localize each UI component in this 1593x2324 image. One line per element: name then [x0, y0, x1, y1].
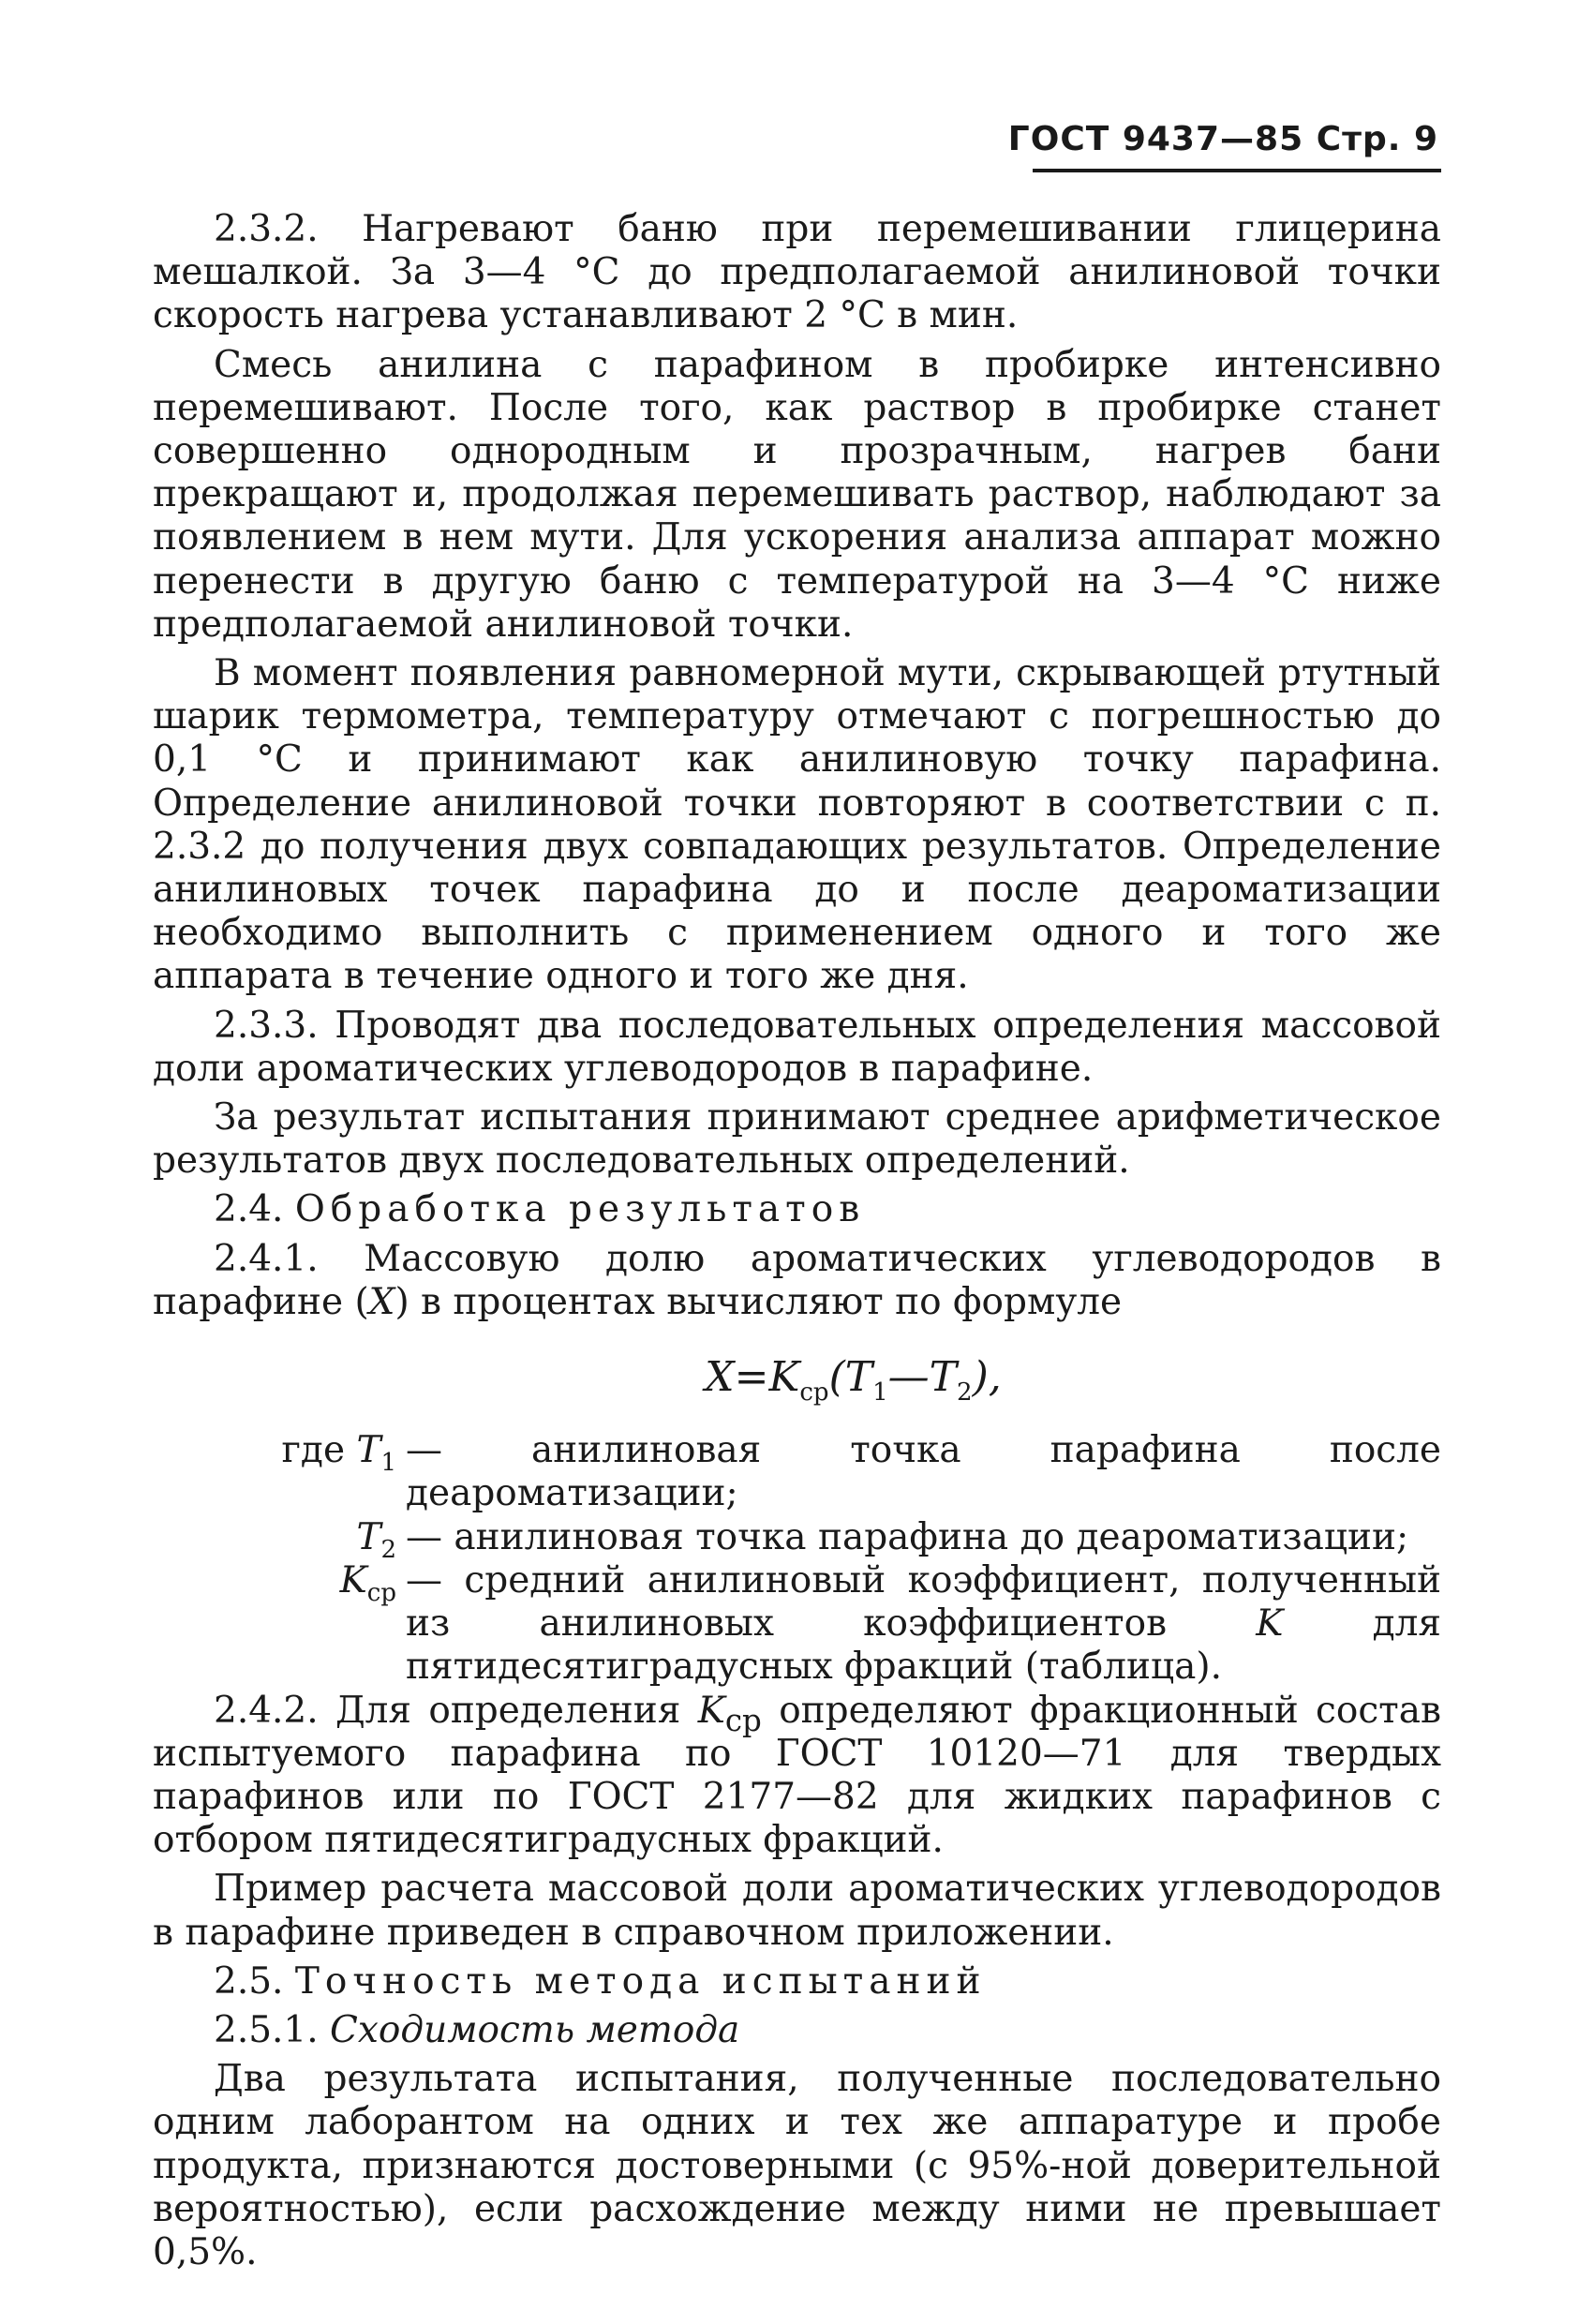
- variable-x: X: [368, 1280, 395, 1323]
- paragraph-2-3-2: 2.3.2. Нагревают баню при перемешивании глицерина мешалкой. За 3—4 °С до предполагаемой анилиновой точки скорость нагрева устанавливают 2 °С в мин.: [153, 208, 1441, 337]
- formula-t1-sub: 1: [872, 1378, 888, 1407]
- def-t1-text: — анилиновая точка парафина после деароматизации;: [406, 1429, 1441, 1515]
- paragraph-2-4-1: [153, 1238, 1441, 1324]
- def-t2-text: — анилиновая точка парафина до деароматизации;: [406, 1515, 1409, 1558]
- def-k-text-a: — средний анилиновый коэффициент, полученный из анилиновых коэффициентов: [406, 1558, 1441, 1646]
- section-heading-2-5: [153, 1960, 1441, 2004]
- paragraph-2-3-3: 2.3.3. Проводят два последовательных определения массовой доли ароматических углеводородов в парафине.: [153, 1004, 1441, 1090]
- header-rule: [1033, 169, 1441, 172]
- paragraph-2-4-2-sub: ср: [724, 1702, 762, 1738]
- formula-open: (: [828, 1353, 845, 1402]
- def-k-sub: ср: [366, 1578, 396, 1607]
- def-k-symbol: K: [339, 1558, 367, 1601]
- header-page-label: Стр. 9: [1316, 120, 1438, 158]
- formula-close: ),: [972, 1353, 1002, 1402]
- header-doc-id: ГОСТ 9437—85: [1007, 120, 1304, 158]
- section-2-4-title: Обработка результатов: [294, 1188, 866, 1231]
- body-text: [153, 208, 1441, 2280]
- section-2-5-number: 2.5.: [214, 1959, 284, 2003]
- paragraph-mixing: Смесь анилина с парафином в пробирке интенсивно перемешивают. После того, как раствор в пробирке станет совершенно однородным и прозрачным, нагрев бани прекращают и, продолжая перемешивать раствор, наблюдают за появлением в нем мути. Для ускорения анализа аппарат можно перенести в другую баню с температурой на 3—4 °С ниже предполагаемой анилиновой точки.: [153, 343, 1441, 646]
- paragraph-convergence: Два результата испытания, полученные последовательно одним лаборантом на одних и тех же аппаратуре и пробе продукта, признаются достоверными (с 95%-ной доверительной вероятностью), если расхождение между ними не превышает 0,5%.: [153, 2058, 1441, 2273]
- formula: [153, 1353, 1441, 1407]
- formula-k: K: [768, 1353, 800, 1402]
- def-k-text-b: для пятидесятиградусных фракций (таблица).: [406, 1602, 1441, 1689]
- formula-t2: T: [929, 1353, 958, 1402]
- paragraph-2-4-1-text: 2.4.1. Массовую долю ароматических углеводородов в парафине (: [153, 1237, 1441, 1323]
- paragraph-turbidity: В момент появления равномерной мути, скрывающей ртутный шарик термометра, температуру отмечают с погрешностью до 0,1 °С и принимают как анилиновую точку парафина. Определение анилиновой точки повторяют в соответствии с п. 2.3.2 до получения двух совпадающих результатов. Определение анилиновых точек парафина до и после деароматизации необходимо выполнить с применением одного и того же аппарата в течение одного и того же дня.: [153, 652, 1441, 998]
- def-k-text: [396, 1559, 1441, 1690]
- paragraph-2-4-2-symbol: K: [697, 1689, 725, 1732]
- subsection-2-5-1-title: Сходимость метода: [330, 2008, 740, 2051]
- paragraph-result: За результат испытания принимают среднее арифметическое результатов двух последовательных определений.: [153, 1096, 1441, 1183]
- paragraph-2-4-2-a: 2.4.2. Для определения: [214, 1689, 681, 1732]
- def-t1-sub: 1: [380, 1449, 396, 1478]
- formula-lhs: X: [705, 1353, 735, 1402]
- where-word: где: [281, 1429, 346, 1472]
- section-2-5-title: Точность метода испытаний: [294, 1959, 987, 2003]
- formula-eq: =: [734, 1353, 769, 1402]
- def-t2-sub: 2: [380, 1535, 396, 1564]
- section-2-4-number: 2.4.: [214, 1188, 284, 1231]
- definition-t2: [153, 1515, 1441, 1564]
- def-t1-symbol: T: [356, 1429, 381, 1472]
- definition-t1: [153, 1429, 1441, 1515]
- paragraph-2-4-2-b: определяют фракционный состав испытуемого парафина по ГОСТ 10120—71 для твердых парафинов или по ГОСТ 2177—82 для жидких парафинов с отбором пятидесятиградусных фракций.: [153, 1689, 1441, 1862]
- subsection-2-5-1-number: 2.5.1.: [214, 2008, 319, 2051]
- formula-dash: —: [887, 1353, 930, 1402]
- section-heading-2-4: [153, 1188, 1441, 1231]
- paragraph-2-4-2: [153, 1690, 1441, 1863]
- subsection-heading-2-5-1: [153, 2009, 1441, 2052]
- page-header: [1008, 120, 1438, 158]
- definition-kcp: [153, 1559, 1441, 1690]
- def-k-inline-symbol: K: [1256, 1602, 1284, 1646]
- formula-t2-sub: 2: [957, 1378, 973, 1407]
- formula-k-sub: ср: [799, 1378, 829, 1407]
- paragraph-2-4-1-end: ) в процентах вычисляют по формуле: [395, 1280, 1123, 1323]
- formula-t1: T: [844, 1353, 873, 1402]
- paragraph-example: Пример расчета массовой доли ароматических углеводородов в парафине приведен в справочном приложении.: [153, 1868, 1441, 1954]
- def-t2-symbol: T: [356, 1515, 381, 1558]
